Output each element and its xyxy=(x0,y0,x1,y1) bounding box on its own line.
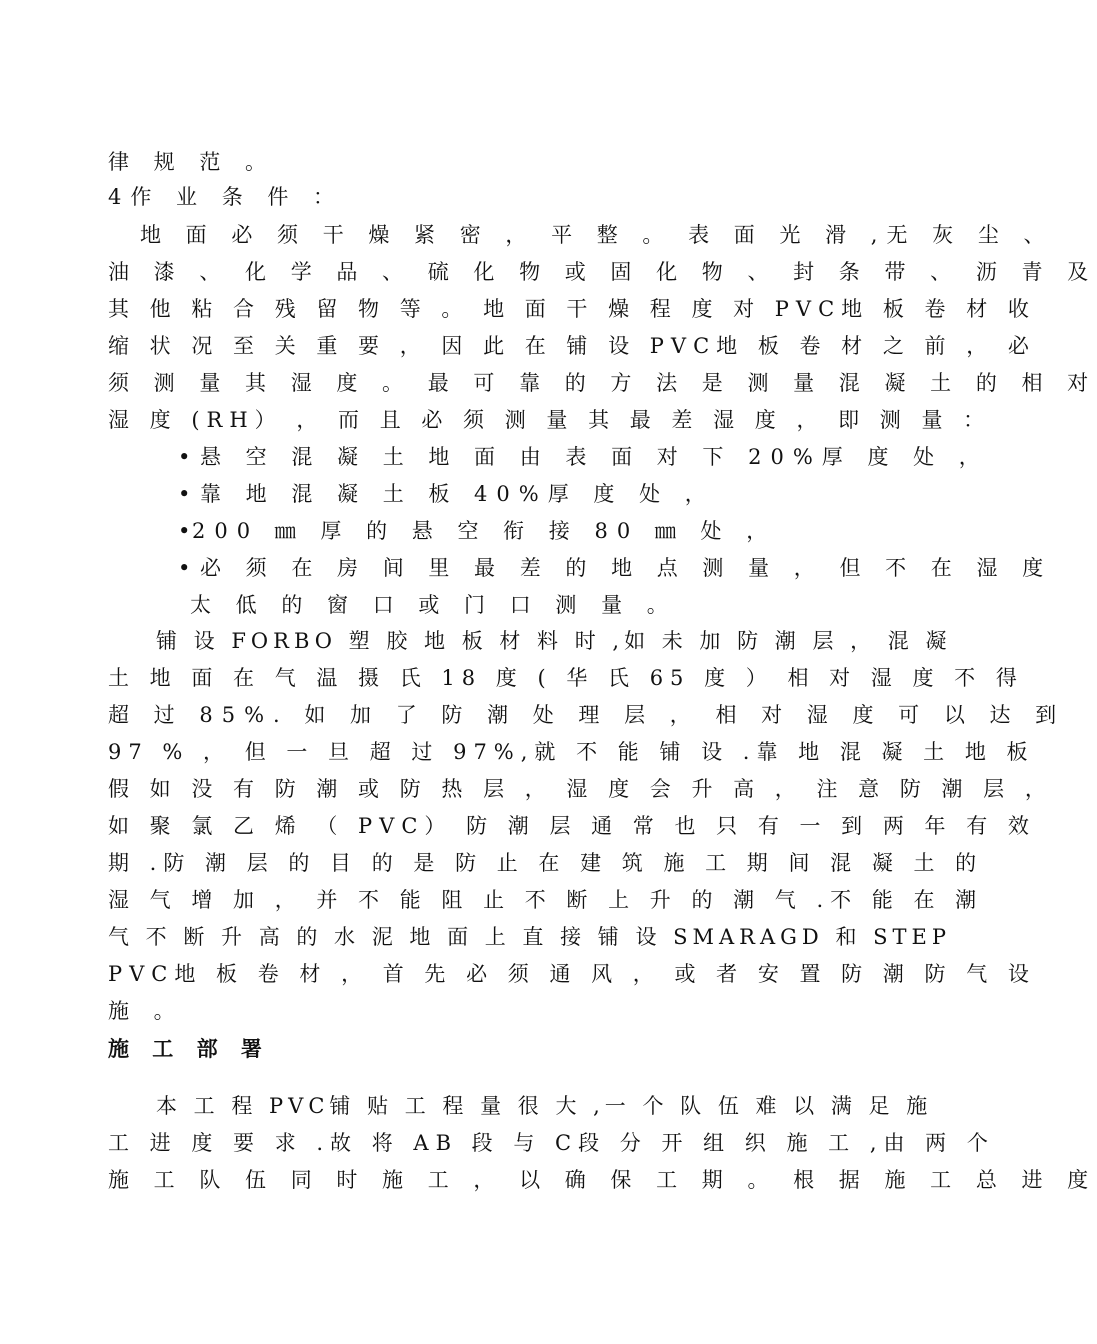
paragraph-3-line-2: 工 进 度 要 求 .故 将 AB 段 与 C段 分 开 组 织 施 工 ,由 两 个 xyxy=(108,1131,995,1155)
bullet-item-text: 必 须 在 房 间 里 最 差 的 地 点 测 量 ， 但 不 在 湿 度 xyxy=(200,556,1053,580)
bullet-icon: • xyxy=(178,482,191,506)
paragraph-1-line-5: 须 测 量 其 湿 度 。 最 可 靠 的 方 法 是 测 量 混 凝 土 的 相 对 xyxy=(108,371,1097,395)
paragraph-2-line-1: 铺 设 FORBO 塑 胶 地 板 材 料 时 ,如 未 加 防 潮 层 ， 混 凝 xyxy=(156,629,952,653)
paragraph-2-line-5: 假 如 没 有 防 潮 或 防 热 层 ， 湿 度 会 升 高 ， 注 意 防 潮 层 ， xyxy=(108,777,1053,801)
bullet-icon: • xyxy=(178,519,191,543)
paragraph-2-line-7: 期 .防 潮 层 的 目 的 是 防 止 在 建 筑 施 工 期 间 混 凝 土 的 xyxy=(108,851,984,875)
paragraph-1-line-6: 湿 度 (RH） ， 而 且 必 须 测 量 其 最 差 湿 度 ， 即 测 量 ： xyxy=(108,408,992,432)
text-line-2: 4作 业 条 件 ： xyxy=(108,185,344,209)
bullet-icon: • xyxy=(178,445,191,469)
bullet-item-text: 200 ㎜ 厚 的 悬 空 衔 接 80 ㎜ 处 ， xyxy=(192,519,777,543)
paragraph-1-line-4: 缩 状 况 至 关 重 要 ， 因 此 在 铺 设 PVC地 板 卷 材 之 前 ， 必 xyxy=(108,334,1036,358)
bullet-item-4-continuation: 太 低 的 窗 口 或 门 口 测 量 。 xyxy=(190,593,677,617)
paragraph-1-line-3: 其 他 粘 合 残 留 物 等 。 地 面 干 燥 程 度 对 PVC地 板 卷 材 收 xyxy=(108,297,1036,321)
paragraph-3-line-1: 本 工 程 PVC铺 贴 工 程 量 很 大 ,一 个 队 伍 难 以 满 足 施 xyxy=(156,1094,933,1118)
paragraph-2-line-10: PVC地 板 卷 材 ， 首 先 必 须 通 风 ， 或 者 安 置 防 潮 防 气 设 xyxy=(108,962,1036,986)
bullet-item-text: 靠 地 混 凝 土 板 40%厚 度 处 ， xyxy=(200,482,715,506)
paragraph-2-line-9: 气 不 断 升 高 的 水 泥 地 面 上 直 接 铺 设 SMARAGD 和 STEP xyxy=(108,925,951,949)
bullet-icon: • xyxy=(178,556,191,580)
paragraph-2-line-11: 施 。 xyxy=(108,999,184,1023)
bullet-item-4 xyxy=(178,554,1052,582)
text-line-1: 律 规 范 。 xyxy=(108,150,276,174)
section-heading: 施 工 部 署 xyxy=(108,1036,270,1061)
paragraph-2-line-8: 湿 气 增 加 ， 并 不 能 阻 止 不 断 上 升 的 潮 气 .不 能 在 潮 xyxy=(108,888,984,912)
bullet-item-2 xyxy=(178,480,715,508)
paragraph-1-line-1: 地 面 必 须 干 燥 紧 密 ， 平 整 。 表 面 光 滑 ,无 灰 尘 、 xyxy=(140,223,1054,247)
bullet-item-text: 悬 空 混 凝 土 地 面 由 表 面 对 下 20%厚 度 处 ， xyxy=(200,445,989,469)
paragraph-1-line-2: 油 漆 、 化 学 品 、 硫 化 物 或 固 化 物 、 封 条 带 、 沥 青 及 xyxy=(108,260,1097,284)
paragraph-2-line-6: 如 聚 氯 乙 烯 （ PVC） 防 潮 层 通 常 也 只 有 一 到 两 年 有 效 xyxy=(108,814,1036,838)
bullet-item-3 xyxy=(178,517,776,545)
paragraph-2-line-2: 土 地 面 在 气 温 摄 氏 18 度 ( 华 氏 65 度 ） 相 对 湿 度 不 得 xyxy=(108,666,1024,690)
paragraph-3-line-3: 施 工 队 伍 同 时 施 工 ， 以 确 保 工 期 。 根 据 施 工 总 进 度 xyxy=(108,1168,1097,1192)
paragraph-2-line-4: 97 % ， 但 一 旦 超 过 97%,就 不 能 铺 设 .靠 地 混 凝 土 地 板 xyxy=(108,740,1035,764)
bullet-item-1 xyxy=(178,443,989,471)
paragraph-2-line-3: 超 过 85%. 如 加 了 防 潮 处 理 层 ， 相 对 湿 度 可 以 达 到 xyxy=(108,703,1066,727)
